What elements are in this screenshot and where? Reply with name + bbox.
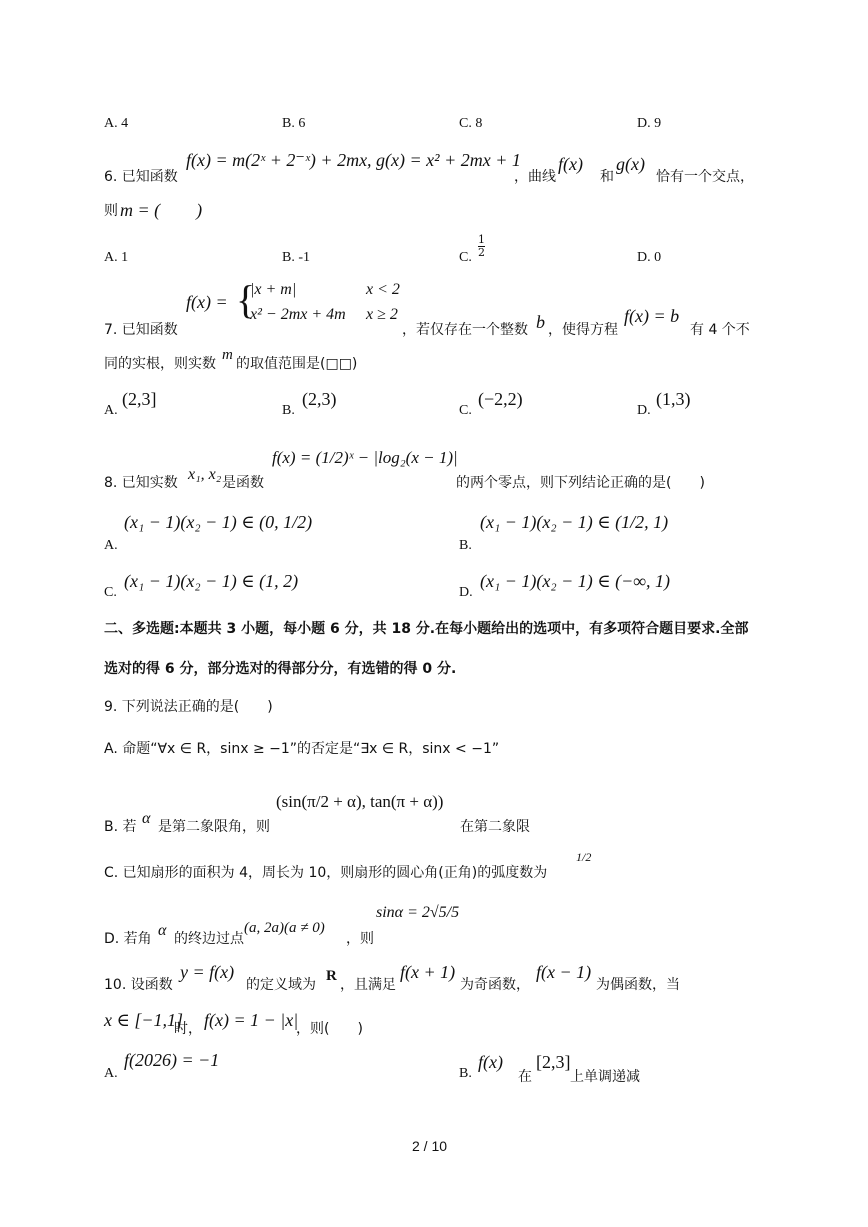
q6-c-num: 1 <box>478 233 485 246</box>
q6-number: 6. 已知函数 <box>104 169 178 185</box>
q10-mid4: 为偶函数，当 <box>596 977 680 993</box>
q6-option-b: B. -1 <box>282 250 310 265</box>
q7-brace: { <box>236 277 256 322</box>
q10-mid3: 为奇函数， <box>460 977 530 993</box>
q9-stem: 9. 下列说法正确的是( ) <box>104 699 273 715</box>
q9-option-b-tail: 在第二象限 <box>460 819 530 835</box>
q6-fx: f(x) <box>558 154 583 174</box>
q8-option-b-val: (x₁ − 1)(x₂ − 1) ∈ (1/2, 1) <box>480 512 669 532</box>
q7-m: m <box>222 347 233 363</box>
q6-option-c-fraction <box>478 234 485 259</box>
q8-option-a-val: (x₁ − 1)(x₂ − 1) ∈ (0, 1/2) <box>124 512 313 532</box>
q8-vars: x₁, x₂ <box>188 466 222 483</box>
q7-tail: 有 4 个不 <box>690 322 750 338</box>
q7-mid2: ，使得方程 <box>548 322 618 338</box>
q6-and: 和 <box>600 169 614 185</box>
q7-option-b-val: (2,3) <box>302 389 337 409</box>
q5-option-d: D. 9 <box>637 116 662 131</box>
page-number: 2 / 10 <box>412 1138 448 1154</box>
q5-option-b: B. 6 <box>282 116 306 131</box>
q6-tail: 恰有一个交点， <box>656 169 754 185</box>
q10-option-b-tail: 上单调递减 <box>570 1069 640 1085</box>
q10-option-a-val: f(2026) = −1 <box>124 1050 220 1070</box>
q6-c-den: 2 <box>478 246 485 259</box>
q6-option-d: D. 0 <box>637 250 662 265</box>
q7-line2: 同的实根，则实数 <box>104 356 216 372</box>
q8-option-d-val: (x₁ − 1)(x₂ − 1) ∈ (−∞, 1) <box>480 571 671 591</box>
q10-option-b: B. <box>459 1066 472 1081</box>
q9-option-d-then: ，则 <box>346 931 374 947</box>
q10-yfx: y = f(x) <box>180 962 235 982</box>
q9-option-c: C. 已知扇形的面积为 4，周长为 10，则扇形的圆心角(正角)的弧度数为 <box>104 865 548 881</box>
section2-line1: 二、多选题:本题共 3 小题，每小题 6 分，共 18 分.在每小题给出的选项中，有多项符合题目要求.全部 <box>104 621 749 637</box>
q6-option-a: A. 1 <box>104 250 129 265</box>
q10-option-b-in: 在 <box>518 1069 532 1085</box>
q7-case2: x² − 2mx + 4m <box>250 306 346 323</box>
q7-fx: f(x) = <box>186 292 228 312</box>
q8-option-a: A. <box>104 538 118 553</box>
q7-number: 7. 已知函数 <box>104 322 178 338</box>
q9-option-d-val: sinα = 2√5/5 <box>376 904 460 921</box>
q7-line2b: 的取值范围是(□□) <box>236 356 358 372</box>
q8-number: 8. 已知实数 <box>104 475 178 491</box>
q8-option-c-val: (x₁ − 1)(x₂ − 1) ∈ (1, 2) <box>124 571 299 591</box>
q7-option-d: D. <box>637 403 651 418</box>
q10-when: 时， <box>174 1021 202 1037</box>
q8-option-d: D. <box>459 585 473 600</box>
q8-formula: f(x) = (1/2)ˣ − |log₂(x − 1)| <box>272 448 458 467</box>
q10-mid1: 的定义域为 <box>246 977 316 993</box>
q10-domain: x ∈ [−1,1] <box>104 1010 183 1030</box>
q8-option-c: C. <box>104 585 117 600</box>
q10-fx-def: f(x) = 1 − |x| <box>204 1010 299 1030</box>
q7-option-a-val: (2,3] <box>122 389 157 409</box>
section2-line2: 选对的得 6 分，部分选对的得部分分，有选错的得 0 分. <box>104 661 457 677</box>
q10-option-a: A. <box>104 1066 118 1081</box>
q7-option-a: A. <box>104 403 118 418</box>
q9-alpha: α <box>142 810 151 827</box>
q7-option-b: B. <box>282 403 295 418</box>
q10-option-b-int: [2,3] <box>536 1052 571 1072</box>
q8-option-b: B. <box>459 538 472 553</box>
q6-formula: f(x) = m(2ˣ + 2⁻ˣ) + 2mx, g(x) = x² + 2mx + 1 <box>186 150 521 170</box>
q10-fx1: f(x + 1) <box>400 962 456 982</box>
q6-m-eq: m = ( ) <box>120 200 203 220</box>
q7-case1: |x + m| <box>250 281 297 298</box>
q10-option-b-fx: f(x) <box>478 1052 503 1072</box>
q7-option-c: C. <box>459 403 472 418</box>
q8-tail: 的两个零点，则下列结论正确的是( ) <box>456 475 705 491</box>
q7-cond2: x ≥ 2 <box>366 306 398 323</box>
q10-line2-tail: ，则( ) <box>296 1021 363 1037</box>
q10-mid2: ，且满足 <box>340 977 396 993</box>
q7-mid: ，若仅存在一个整数 <box>402 322 528 338</box>
q9-option-d-mid: 的终边过点 <box>174 931 244 947</box>
q7-eq: f(x) = b <box>624 306 680 326</box>
q8-mid: 是函数 <box>222 475 264 491</box>
q7-option-d-val: (1,3) <box>656 389 691 409</box>
q9-option-a: A. 命题“∀x ∈ R，sinx ≥ −1”的否定是“∃x ∈ R，sinx < −1” <box>104 741 500 757</box>
q10-fx2: f(x − 1) <box>536 962 592 982</box>
q5-option-a: A. 4 <box>104 116 129 131</box>
q7-option-c-val: (−2,2) <box>478 389 523 409</box>
q10-R: R <box>326 968 337 984</box>
q6-line2: 则 <box>104 203 118 219</box>
q9-option-c-val: 1/2 <box>576 850 592 864</box>
q9-option-b-mid: 是第二象限角，则 <box>158 819 270 835</box>
q6-mid: ，曲线 <box>514 169 556 185</box>
q6-gx: g(x) <box>616 154 645 174</box>
q9-alpha-d: α <box>158 922 167 939</box>
q9-option-d-pre: D. 若角 <box>104 931 152 947</box>
q9-option-b-point: (sin(π/2 + α), tan(π + α)) <box>276 792 444 811</box>
q9-option-d-point: (a, 2a)(a ≠ 0) <box>244 920 325 936</box>
q5-option-c: C. 8 <box>459 116 483 131</box>
q6-option-c: C. <box>459 250 472 265</box>
q9-option-b-pre: B. 若 <box>104 819 137 835</box>
q7-b: b <box>536 312 545 332</box>
q7-cond1: x < 2 <box>366 281 400 298</box>
q10-number: 10. 设函数 <box>104 977 173 993</box>
